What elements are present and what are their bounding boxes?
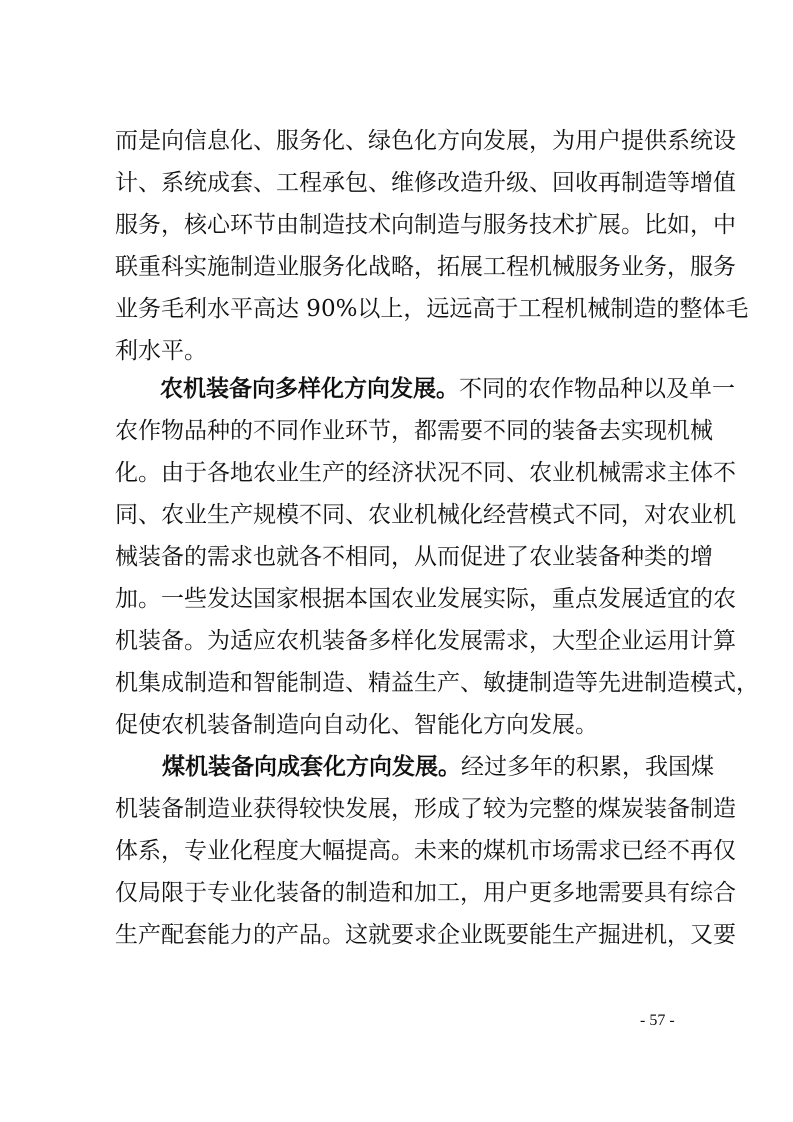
text-line: 促使农机装备制造向自动化、智能化方向发展。 [115, 712, 598, 738]
text-line: 生产配套能力的产品。这就要求企业既要能生产掘进机，又要 [115, 922, 736, 948]
text-line: 仅局限于专业化装备的制造和加工，用户更多地需要具有综合 [115, 880, 736, 906]
text-line [162, 752, 714, 782]
text-line: 化。由于各地农业生产的经济状况不同、农业机械需求主体不 [115, 460, 736, 486]
text-line: 联重科实施制造业服务化战略，拓展工程机械服务业务，服务 [115, 254, 736, 280]
text-line: 机装备制造业获得较快发展，形成了较为完整的煤炭装备制造 [115, 796, 736, 822]
text-line: 机集成制造和智能制造、精益生产、敏捷制造等先进制造模式， [115, 670, 759, 696]
text-run: 经过多年的积累，我国煤 [461, 754, 714, 780]
text-line: 而是向信息化、服务化、绿色化方向发展，为用户提供系统设 [115, 128, 736, 154]
text-line: 机装备。为适应农机装备多样化发展需求，大型企业运用计算 [115, 628, 736, 654]
text-line: 农作物品种的不同作业环节，都需要不同的装备去实现机械 [115, 418, 713, 444]
text-line: 加。一些发达国家根据本国农业发展实际，重点发展适宜的农 [115, 586, 736, 612]
text-line: 服务，核心环节由制造技术向制造与服务技术扩展。比如，中 [115, 212, 736, 238]
text-line: 同、农业生产规模不同、农业机械化经营模式不同，对农业机 [115, 502, 736, 528]
text-line [160, 374, 735, 404]
text-line: 业务毛利水平高达 90%以上，远远高于工程机械制造的整体毛 [115, 296, 749, 322]
section-heading-coal: 煤机装备向成套化方向发展。 [162, 754, 461, 780]
text-line: 械装备的需求也就各不相同，从而促进了农业装备种类的增 [115, 544, 713, 570]
text-run: 不同的农作物品种以及单一 [459, 376, 735, 402]
text-line: 计、系统成套、工程承包、维修改造升级、回收再制造等增值 [115, 170, 736, 196]
text-line: 利水平。 [115, 338, 207, 364]
text-line: 体系，专业化程度大幅提高。未来的煤机市场需求已经不再仅 [115, 838, 736, 864]
page-number: - 57 - [640, 1012, 675, 1029]
section-heading-agricultural: 农机装备向多样化方向发展。 [160, 376, 459, 402]
